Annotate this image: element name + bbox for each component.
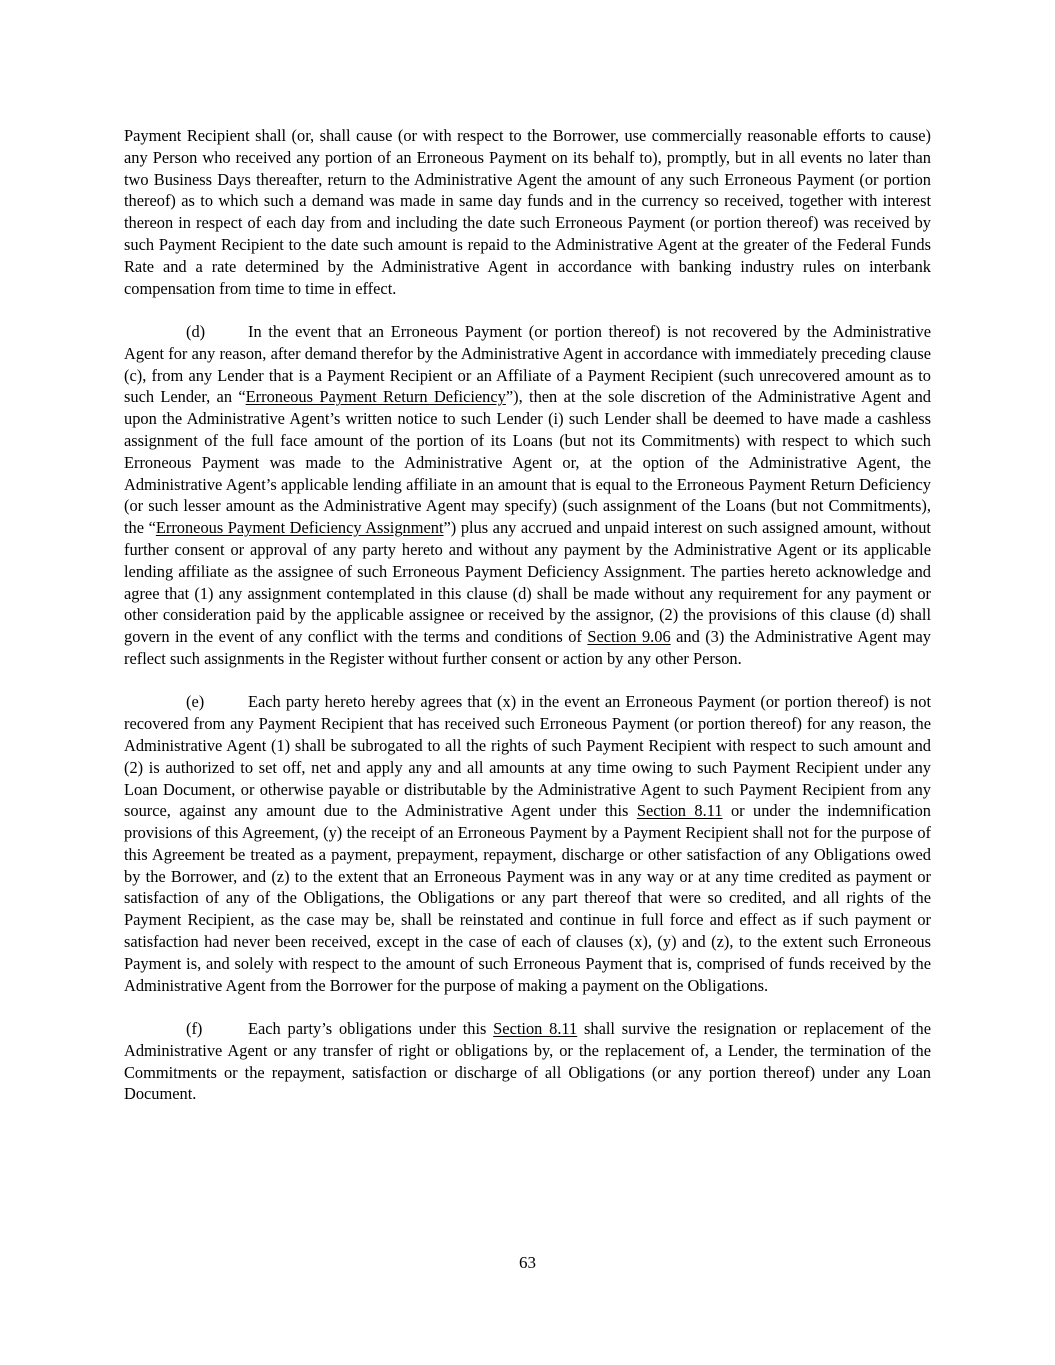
paragraph-f	[124, 1018, 931, 1105]
clause-label-d: (d)	[186, 321, 206, 341]
paragraph-text: ”) plus any accrued and unpaid interest on such assigned amount, without further consent or approval of any party hereto and without any payment by the Administrative Agent or its applicable lending affiliate as the assignee of such Erroneous Payment Deficiency Assignment. The parties hereto acknowledge and agree that (1) any assignment contemplated in this clause (d) shall be made without any requirement for any payment or other consideration paid by the applicable assignee or received by the assignor, (2) the provisions of this clause (d) shall govern in the event of any conflict with the terms and conditions of	[124, 518, 931, 647]
clause-label-e: (e)	[186, 692, 205, 712]
paragraph-text: Each party’s obligations under this	[248, 1019, 494, 1039]
paragraph-text: ”), then at the sole discretion of the Administrative Agent and upon the Administrative Agent’s written notice to such Lender (i) such Lender shall be deemed to have made a cashless assignment of the full face amount of the portion of its Loans (but not its Commitments) with respect to which such Erroneous Payment was made to the Administrative Agent or, at the option of the Administrative Agent, the Administrative Agent’s applicable lending affiliate in an amount that is equal to the Erroneous Payment Return Deficiency (or such lesser amount as the Administrative Agent may specify) (such assignment of the Loans (but not Commitments), the “	[124, 387, 931, 538]
paragraph-d	[124, 321, 931, 670]
document-page	[124, 125, 931, 1127]
paragraph-text: Each party hereto hereby agrees that (x) in the event an Erroneous Payment (or portion thereof) is not recovered from any Payment Recipient that has received such Erroneous Payment (or portion thereof) for any reason, the Administrative Agent (1) shall be subrogated to all the rights of such Payment Recipient with respect to such amount and (2) is authorized to set off, net and apply any and all amounts at any time owing to such Payment Recipient under any Loan Document, or otherwise payable or distributable by the Administrative Agent to such Payment Recipient from any source, against any amount due to the Administrative Agent under this	[124, 692, 931, 821]
paragraph-text: shall survive the resignation or replacement of the Administrative Agent or any transfer of right or obligations by, or the replacement of, a Lender, the termination of the Commitments or the repayment, satisfaction or discharge of all Obligations (or any portion thereof) under any Loan Document.	[124, 1019, 931, 1104]
section-reference-8-11: Section 8.11	[493, 1019, 578, 1039]
clause-label-f: (f)	[186, 1019, 203, 1039]
paragraph-text: and (3) the Administrative Agent may reflect such assignments in the Register without further consent or action by any other Person.	[124, 627, 931, 668]
section-reference-9-06: Section 9.06	[587, 627, 671, 647]
paragraph-e	[124, 691, 931, 996]
section-reference-8-11: Section 8.11	[636, 801, 723, 821]
defined-term-erroneous-payment-deficiency-assignment: Erroneous Payment Deficiency Assignment	[155, 518, 444, 538]
paragraph-text: In the event that an Erroneous Payment (or portion thereof) is not recovered by the Administrative Agent for any reason, after demand therefor by the Administrative Agent in accordance with immediately preceding clause (c), from any Lender that is a Payment Recipient or an Affiliate of a Payment Recipient (such unrecovered amount as to such Lender, an “	[124, 321, 931, 407]
paragraph-text: or under the indemnification provisions of this Agreement, (y) the receipt of an Erroneous Payment by a Payment Recipient shall not for the purpose of this Agreement be treated as a payment, prepayment, repayment, discharge or other satisfaction of any Obligations owed by the Borrower, and (z) to the extent that an Erroneous Payment was in any way or at any time credited as payment or satisfaction of any of the Obligations, the Obligations or any part thereof that were so credited, and all rights of the Payment Recipient, as the case may be, shall be reinstated and continue in full force and effect as if such payment or satisfaction had never been received, except in the case of each of clauses (x), (y) and (z), to the extent such Erroneous Payment is, and solely with respect to the amount of such Erroneous Payment that is, comprised of funds received by the Administrative Agent from the Borrower for the purpose of making a payment on the Obligations.	[124, 801, 931, 995]
page-number: 63	[519, 1253, 536, 1272]
paragraph-c-continuation	[124, 125, 931, 299]
paragraph-text: Payment Recipient shall (or, shall cause (or with respect to the Borrower, use commercially reasonable efforts to cause) any Person who received any portion of an Erroneous Payment on its behalf to), promptly, but in all events no later than two Business Days thereafter, return to the Administrative Agent the amount of any such Erroneous Payment (or portion thereof) as to which such a demand was made in same day funds and in the currency so received, together with interest thereon in respect of each day from and including the date such Erroneous Payment (or portion thereof) was received by such Payment Recipient to the date such amount is repaid to the Administrative Agent at the greater of the Federal Funds Rate and a rate determined by the Administrative Agent in accordance with banking industry rules on interbank compensation from time to time in effect.	[124, 126, 931, 298]
defined-term-erroneous-payment-return-deficiency: Erroneous Payment Return Deficiency	[245, 387, 506, 407]
